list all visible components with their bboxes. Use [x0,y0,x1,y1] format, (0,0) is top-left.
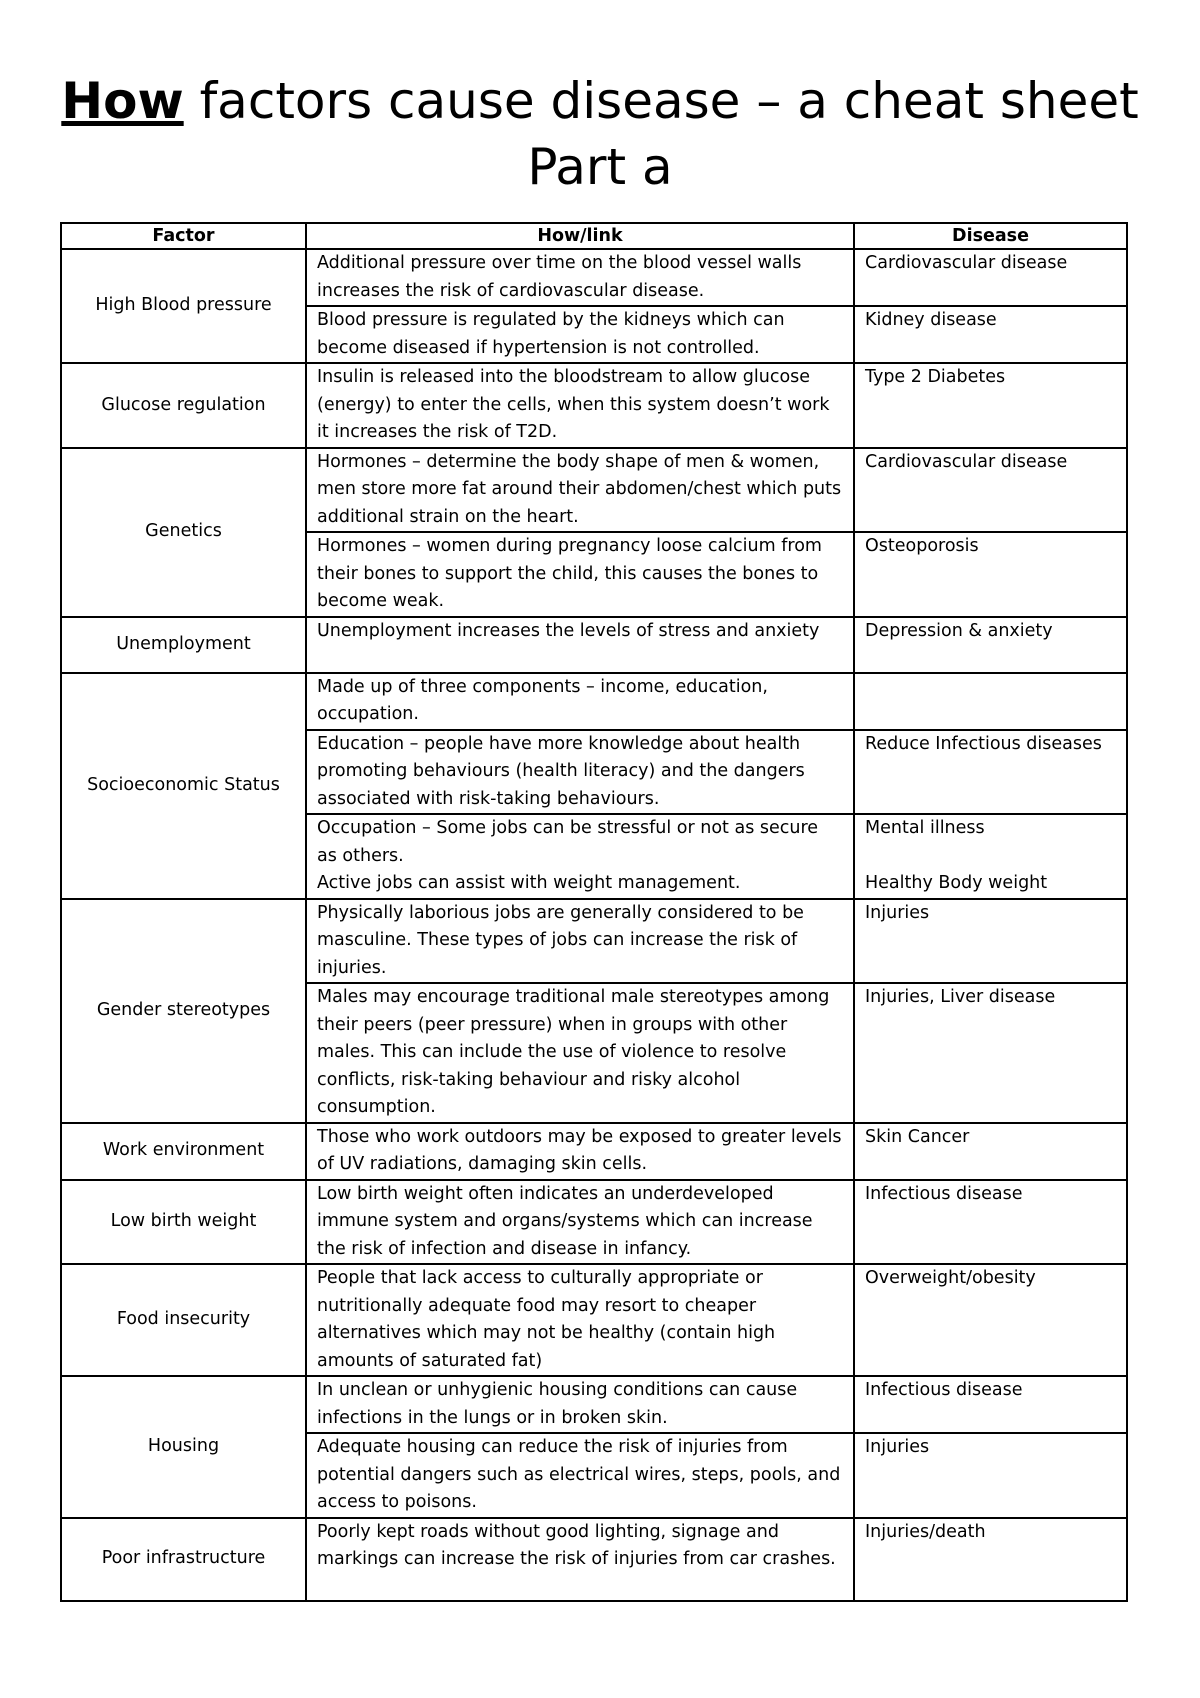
table-row [61,899,1127,984]
disease-cell: Injuries/death [854,1518,1127,1601]
how-cell: People that lack access to culturally appropriate or nutritionally adequate food may resort to cheaper alternatives which may not be healthy (contain high amounts of saturated fat) [306,1264,854,1376]
table-row [61,249,1127,306]
how-cell: Insulin is released into the bloodstream to allow glucose (energy) to enter the cells, when this system doesn’t work it increases the risk of T2D. [306,363,854,448]
disease-cell: Cardiovascular disease [854,249,1127,306]
disease-cell: Osteoporosis [854,532,1127,617]
how-cell: Made up of three components – income, education, occupation. [306,673,854,730]
header-factor: Factor [61,223,306,249]
how-cell: Low birth weight often indicates an underdeveloped immune system and organs/systems which can increase the risk of infection and disease in infancy. [306,1180,854,1265]
disease-cell: Reduce Infectious diseases [854,730,1127,815]
disease-cell: Kidney disease [854,306,1127,363]
how-cell: Unemployment increases the levels of stress and anxiety [306,617,854,673]
disease-cell: Skin Cancer [854,1123,1127,1180]
how-cell: Those who work outdoors may be exposed to greater levels of UV radiations, damaging skin cells. [306,1123,854,1180]
disease-cell: Injuries, Liver disease [854,983,1127,1123]
cheat-sheet-table [60,222,1128,1602]
factor-cell: Poor infrastructure [61,1518,306,1601]
disease-cell: Depression & anxiety [854,617,1127,673]
disease-cell [854,673,1127,730]
factor-cell: Food insecurity [61,1264,306,1376]
disease-cell: Injuries [854,899,1127,984]
how-line: Occupation – Some jobs can be stressful or not as secure as others. [317,818,819,866]
table-row [61,673,1127,730]
how-cell: Additional pressure over time on the blood vessel walls increases the risk of cardiovascular disease. [306,249,854,306]
table-row [61,617,1127,673]
disease-line: Healthy Body weight [865,873,1048,893]
how-cell: Hormones – women during pregnancy loose calcium from their bones to support the child, this causes the bones to become weak. [306,532,854,617]
how-cell: Hormones – determine the body shape of men & women, men store more fat around their abdomen/chest which puts additional strain on the heart. [306,448,854,533]
factor-cell: Low birth weight [61,1180,306,1265]
factor-cell: Socioeconomic Status [61,673,306,899]
how-line: Active jobs can assist with weight management. [317,873,741,893]
how-cell: Physically laborious jobs are generally considered to be masculine. These types of jobs can increase the risk of injuries. [306,899,854,984]
disease-cell: Infectious disease [854,1180,1127,1265]
page-title [60,68,1140,200]
disease-cell: Type 2 Diabetes [854,363,1127,448]
table-row [61,363,1127,448]
factor-cell: Glucose regulation [61,363,306,448]
how-cell: Poorly kept roads without good lighting, signage and markings can increase the risk of injuries from car crashes. [306,1518,854,1601]
disease-cell [854,814,1127,899]
disease-cell: Overweight/obesity [854,1264,1127,1376]
how-cell: Males may encourage traditional male stereotypes among their peers (peer pressure) when in groups with other males. This can include the use of violence to resolve conflicts, risk-taking behaviour and risky alcohol consumption. [306,983,854,1123]
factor-cell: Genetics [61,448,306,617]
table-row [61,1123,1127,1180]
factor-cell: Work environment [61,1123,306,1180]
disease-line: Mental illness [865,818,985,838]
how-cell: Blood pressure is regulated by the kidneys which can become diseased if hypertension is not controlled. [306,306,854,363]
header-row [61,223,1127,249]
disease-cell: Cardiovascular disease [854,448,1127,533]
how-cell: Education – people have more knowledge about health promoting behaviours (health literacy) and the dangers associated with risk-taking behaviours. [306,730,854,815]
disease-cell: Injuries [854,1433,1127,1518]
disease-cell: Infectious disease [854,1376,1127,1433]
how-cell: Adequate housing can reduce the risk of injuries from potential dangers such as electrical wires, steps, pools, and access to poisons. [306,1433,854,1518]
title-emphasis: How [61,72,184,130]
how-cell: In unclean or unhygienic housing conditions can cause infections in the lungs or in broken skin. [306,1376,854,1433]
factor-cell: Housing [61,1376,306,1518]
table-row [61,1518,1127,1601]
how-cell [306,814,854,899]
factor-cell: Unemployment [61,617,306,673]
factor-cell: Gender stereotypes [61,899,306,1123]
factor-cell: High Blood pressure [61,249,306,363]
title-rest: factors cause disease – a cheat sheet Part a [183,72,1139,196]
table-row [61,1376,1127,1433]
header-how-link: How/link [306,223,854,249]
table-row [61,1264,1127,1376]
header-disease: Disease [854,223,1127,249]
table-row [61,1180,1127,1265]
table-row [61,448,1127,533]
